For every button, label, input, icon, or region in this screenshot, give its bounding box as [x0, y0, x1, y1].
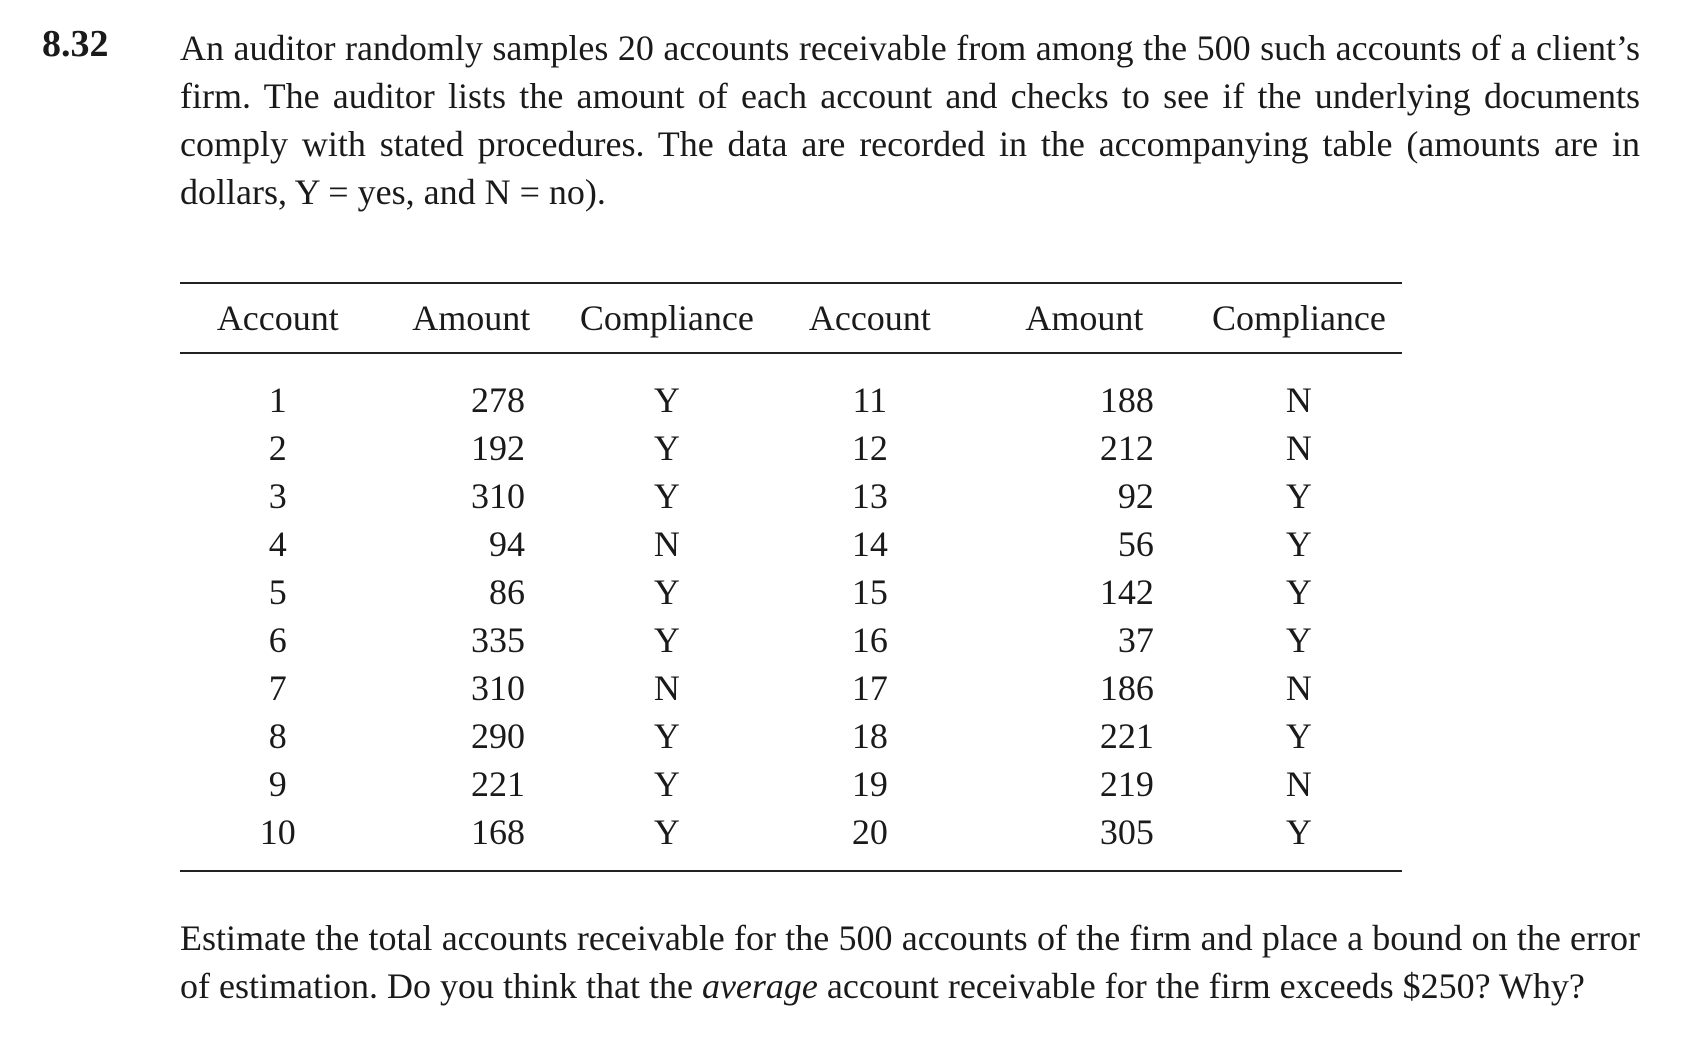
question-text-part1: Estimate the total accounts receivable for the 500 accounts of the firm and place a bound on the error of estimation. Do you think that the — [180, 918, 1640, 1006]
compliance-cell: Y — [567, 808, 767, 871]
account-cell: 2 — [268, 428, 287, 468]
amount-cell: 221 — [1099, 716, 1154, 756]
account-cell: 11 — [852, 380, 888, 420]
account-cell: 13 — [851, 476, 888, 516]
amount-cell: 310 — [470, 476, 525, 516]
compliance-cell: N — [1285, 428, 1312, 468]
amount-cell: 290 — [470, 716, 525, 756]
compliance-cell: Y — [653, 716, 680, 756]
table-row — [180, 760, 1402, 808]
header-compliance-2: Compliance — [1196, 283, 1402, 353]
table-row — [180, 808, 1402, 871]
compliance-cell: N — [1285, 668, 1312, 708]
problem-question — [180, 914, 1640, 1010]
table-row — [180, 664, 1402, 712]
compliance-cell: Y — [653, 380, 680, 420]
amount-cell: 310 — [470, 668, 525, 708]
table-row — [180, 712, 1402, 760]
amount-cell: 56 — [1117, 524, 1154, 564]
amount-cell: 188 — [1099, 380, 1154, 420]
amount-cell: 186 — [1099, 668, 1154, 708]
compliance-cell: N — [653, 524, 680, 564]
account-cell: 3 — [268, 476, 287, 516]
account-cell: 12 — [851, 428, 888, 468]
amount-cell: 92 — [1117, 476, 1154, 516]
compliance-cell: Y — [1196, 808, 1402, 871]
question-emphasis: average — [701, 966, 818, 1006]
table-row — [180, 472, 1402, 520]
amount-cell: 278 — [470, 380, 525, 420]
amount-cell: 192 — [470, 428, 525, 468]
compliance-cell: N — [1285, 380, 1312, 420]
table-header-row — [180, 283, 1402, 353]
question-text-part2: account receivable for the firm exceeds $250? Why? — [817, 966, 1585, 1006]
header-compliance-1: Compliance — [567, 283, 767, 353]
compliance-cell: Y — [1285, 716, 1312, 756]
header-account-1: Account — [180, 283, 376, 353]
account-cell: 1 — [268, 380, 287, 420]
compliance-cell: Y — [1285, 476, 1312, 516]
compliance-cell: Y — [1285, 620, 1312, 660]
amount-cell: 221 — [470, 764, 525, 804]
compliance-cell: Y — [653, 620, 680, 660]
amount-cell: 86 — [488, 572, 525, 612]
amount-cell: 142 — [1099, 572, 1154, 612]
table-row — [180, 520, 1402, 568]
amount-cell: 219 — [1099, 764, 1154, 804]
account-cell: 9 — [268, 764, 287, 804]
header-account-2: Account — [767, 283, 973, 353]
account-cell: 15 — [851, 572, 888, 612]
account-cell: 14 — [851, 524, 888, 564]
account-cell: 18 — [851, 716, 888, 756]
account-cell: 20 — [767, 808, 973, 871]
header-amount-1: Amount — [376, 283, 567, 353]
account-cell: 5 — [268, 572, 287, 612]
compliance-cell: N — [1285, 764, 1312, 804]
compliance-cell: N — [653, 668, 680, 708]
problem-number: 8.32 — [42, 23, 109, 65]
account-cell: 7 — [268, 668, 287, 708]
amount-cell: 212 — [1099, 428, 1154, 468]
header-amount-2: Amount — [973, 283, 1196, 353]
problem-intro: An auditor randomly samples 20 accounts receivable from among the 500 such accounts of a client’s firm. The auditor lists the amount of each account and checks to see if the underlying documents comply with stated procedures. The data are recorded in the accompanying table (amounts are in dollars, Y = yes, and N = no). — [180, 28, 1640, 212]
accounts-table — [180, 282, 1402, 872]
account-cell: 10 — [180, 808, 376, 871]
table-row — [180, 424, 1402, 472]
compliance-cell: Y — [653, 572, 680, 612]
amount-cell: 94 — [488, 524, 525, 564]
compliance-cell: Y — [1285, 524, 1312, 564]
compliance-cell: Y — [653, 764, 680, 804]
amount-cell: 305 — [973, 808, 1196, 871]
account-cell: 17 — [851, 668, 888, 708]
compliance-cell: Y — [1285, 572, 1312, 612]
table-row — [180, 616, 1402, 664]
account-cell: 8 — [268, 716, 287, 756]
amount-cell: 37 — [1117, 620, 1154, 660]
account-cell: 19 — [851, 764, 888, 804]
table-row — [180, 353, 1402, 424]
table-row — [180, 568, 1402, 616]
data-table-container — [180, 282, 1402, 872]
compliance-cell: Y — [653, 476, 680, 516]
account-cell: 16 — [851, 620, 888, 660]
amount-cell: 168 — [376, 808, 567, 871]
account-cell: 4 — [268, 524, 287, 564]
amount-cell: 335 — [470, 620, 525, 660]
account-cell: 6 — [268, 620, 287, 660]
compliance-cell: Y — [653, 428, 680, 468]
